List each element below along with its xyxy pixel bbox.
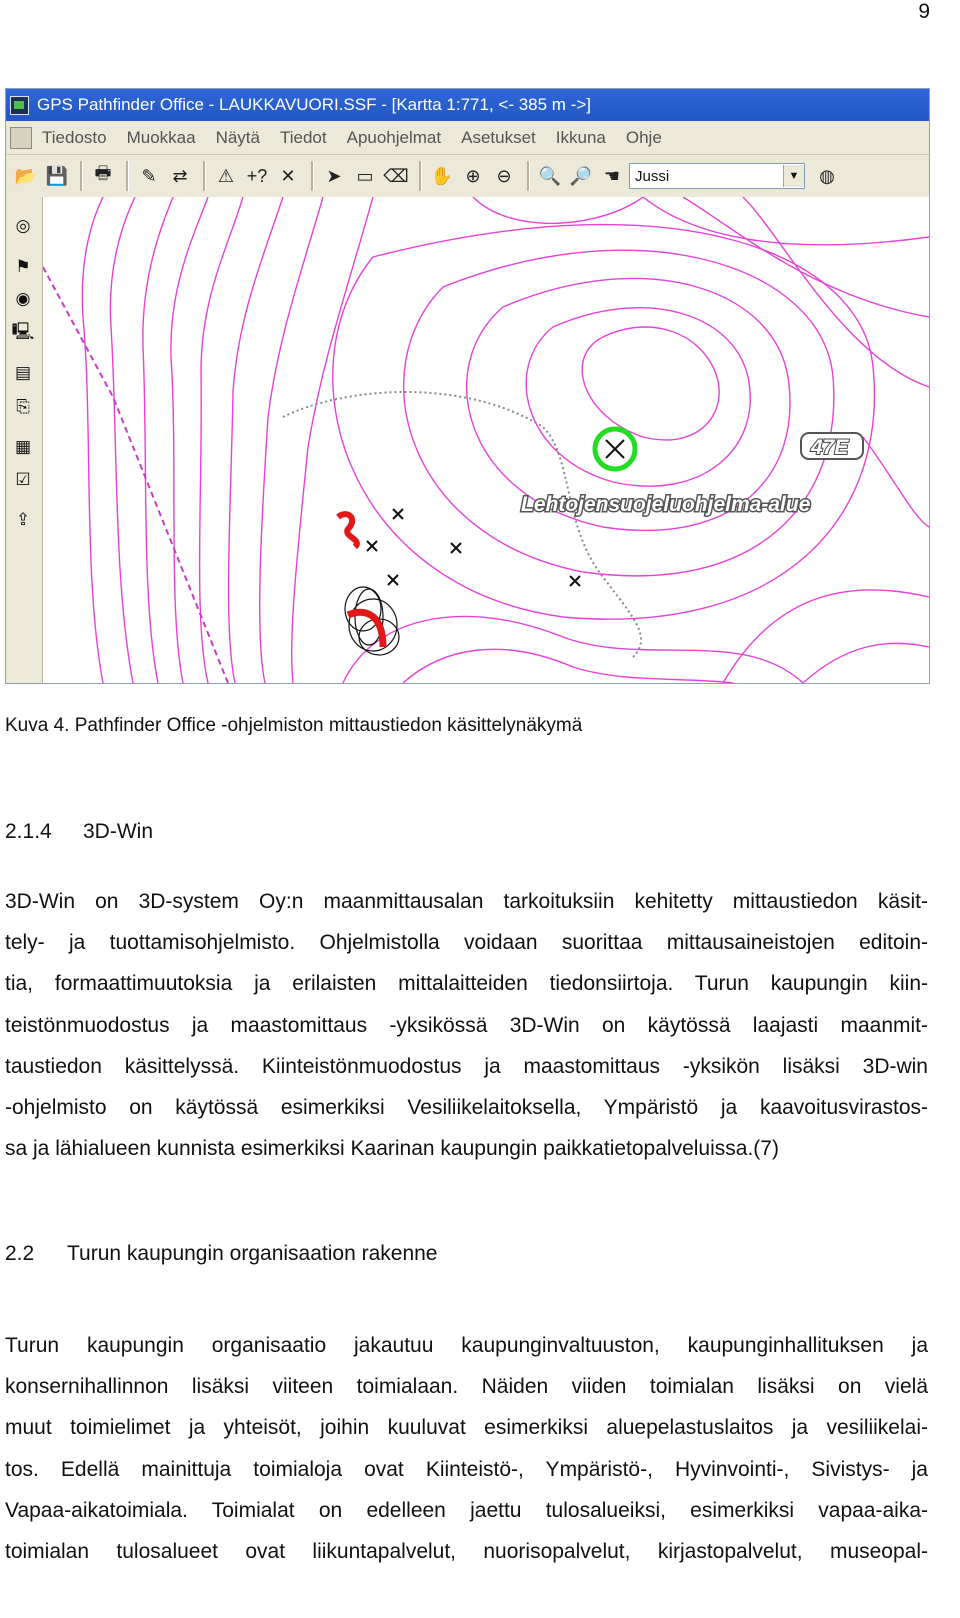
chart-icon[interactable]: ▦: [14, 437, 32, 456]
section-number: 2.2: [5, 1242, 35, 1265]
checklist-icon[interactable]: ☑: [15, 470, 31, 489]
paragraph-3d-win: [5, 881, 928, 1169]
main-toolbar: [6, 155, 929, 198]
text-line: teistönmuodostus ja maastomittaus -yksikössä 3D-Win on käytössä laajasti maanmit-: [5, 1013, 928, 1037]
section-heading-organisation: [5, 1242, 437, 1266]
text-line: Turun kaupungin organisaatio jakautuu kaupunginvaltuuston, kaupunginhallituksen ja: [5, 1334, 928, 1357]
pathfinder-screenshot: [5, 88, 930, 684]
pan-grab-icon[interactable]: ☚: [603, 165, 621, 186]
user-select-value: Jussi: [635, 167, 670, 185]
toolbar-separator: [80, 161, 83, 191]
chevron-down-icon[interactable]: ▼: [783, 165, 804, 187]
transfer-icon[interactable]: ⇄: [172, 165, 188, 186]
toolbar-separator: [527, 161, 530, 191]
contour-map[interactable]: [43, 197, 929, 683]
zoom-out-icon[interactable]: ⊖: [496, 165, 512, 186]
satellite-icon[interactable]: ⚠: [217, 165, 235, 186]
files-icon[interactable]: ▤: [14, 363, 32, 382]
text-line: 3D-Win on 3D-system Oy:n maanmittausalan tarkoituksiin kehitetty mittaustiedon käsit-: [5, 890, 928, 913]
text-line: tely- ja tuottamisohjelmisto. Ohjelmistolla voidaan suorittaa mittausaineistojen editoin-: [5, 931, 928, 955]
document-icon[interactable]: [10, 127, 32, 149]
zoom-extent-icon[interactable]: 🔎: [569, 165, 593, 186]
toolbar-separator: [126, 161, 129, 191]
user-select[interactable]: [629, 163, 805, 189]
print-icon[interactable]: 🖶: [94, 163, 112, 183]
section-title: Turun kaupungin organisaation rakenne: [67, 1242, 438, 1265]
select-arrow-icon[interactable]: ➤: [326, 165, 342, 186]
text-line: taustiedon käsittelyssä. Kiinteistönmuodostus ja maastomittaus -yksikön lisäksi 3D-win: [5, 1054, 928, 1078]
cancel-icon[interactable]: ✕: [280, 165, 296, 186]
target-icon[interactable]: ◉: [15, 289, 31, 308]
text-line: tia, formaattimuutoksia ja erilaisten mittalaitteiden tiedonsiirtoja. Turun kaupungin kiin-: [5, 972, 928, 996]
map-area-label: Lehtojensuojeluohjelma-alue: [521, 493, 811, 516]
pan-hand-icon[interactable]: ✋: [430, 165, 454, 186]
menu-item[interactable]: Ikkuna: [555, 127, 606, 147]
app-icon: [10, 96, 29, 115]
toolbar-separator: [203, 161, 206, 191]
menu-bar: [6, 121, 929, 155]
text-line: toimialan tulosalueet ovat liikuntapalvelut, nuorisopalvelut, kirjastopalvelut, museopal-: [5, 1540, 928, 1564]
zoom-window-icon[interactable]: 🔍: [538, 165, 562, 186]
layers-icon[interactable]: ✎: [141, 165, 157, 186]
menu-item[interactable]: Apuohjelmat: [346, 127, 442, 147]
toolbar-separator: [419, 161, 422, 191]
page-number: 9: [918, 0, 930, 23]
svg-text:47E: 47E: [811, 436, 849, 459]
menu-item[interactable]: Asetukset: [461, 127, 536, 147]
open-icon[interactable]: 📂: [14, 165, 38, 186]
eraser-icon[interactable]: ⌫: [383, 165, 409, 186]
menu-item[interactable]: Tiedot: [279, 127, 327, 147]
text-line: sa ja lähialueen kunnista esimerkiksi Kaarinan kaupungin paikkatietopalveluissa.(7): [5, 1137, 779, 1161]
import-icon[interactable]: ⎘: [16, 397, 30, 416]
zoom-in-icon[interactable]: ⊕: [465, 165, 481, 186]
menu-item[interactable]: Ohje: [625, 127, 662, 147]
save-icon[interactable]: 💾: [45, 165, 69, 186]
figure-caption: Kuva 4. Pathfinder Office -ohjelmiston mittaustiedon käsittelynäkymä: [5, 715, 583, 736]
computer-icon[interactable]: 🖳: [11, 321, 35, 341]
work-area: [6, 197, 929, 683]
map-tag: [801, 433, 863, 459]
text-line: tos. Edellä mainittuja toimialoja ovat Kiinteistö-, Ympäristö-, Hyvinvointi-, Sivistys- ja: [5, 1457, 928, 1481]
position-icon[interactable]: ⚑: [15, 257, 31, 276]
paragraph-organisation: [5, 1325, 928, 1572]
text-line: Vapaa-aikatoimiala. Toimialat on edelleen jaettu tulosalueiksi, esimerkiksi vapaa-aika-: [5, 1498, 928, 1522]
export-icon[interactable]: ⇪: [15, 510, 31, 529]
section-heading-3d-win: [5, 820, 153, 844]
help-pointer-icon[interactable]: +?: [246, 165, 268, 186]
menu-item[interactable]: Muokkaa: [126, 127, 196, 147]
globe-icon[interactable]: ◍: [819, 165, 835, 186]
menu-item[interactable]: Tiedosto: [42, 127, 107, 147]
measure-icon[interactable]: ▭: [356, 165, 374, 186]
gps-icon[interactable]: ◎: [15, 216, 31, 235]
window-titlebar[interactable]: [6, 89, 929, 121]
text-line: -ohjelmisto on käytössä esimerkiksi Vesiliikelaitoksella, Ympäristö ja kaavoitusvirastos-: [5, 1096, 928, 1120]
menu-item[interactable]: Näytä: [215, 127, 260, 147]
text-line: muut toimielimet ja yhteisöt, joihin kuuluvat esimerkiksi aluepelastuslaitos ja vesiliikelai-: [5, 1416, 928, 1440]
map-view[interactable]: [43, 197, 929, 683]
section-number: 2.1.4: [5, 820, 52, 843]
section-title: 3D-Win: [83, 820, 154, 843]
toolbar-separator: [311, 161, 314, 191]
text-line: konsernihallinnon lisäksi viiteen toimialaan. Näiden viiden toimialan lisäksi on vielä: [5, 1375, 928, 1399]
side-toolbar: [6, 197, 43, 683]
window-title: GPS Pathfinder Office - LAUKKAVUORI.SSF - [Kartta 1:771, <- 385 m ->]: [37, 95, 591, 114]
